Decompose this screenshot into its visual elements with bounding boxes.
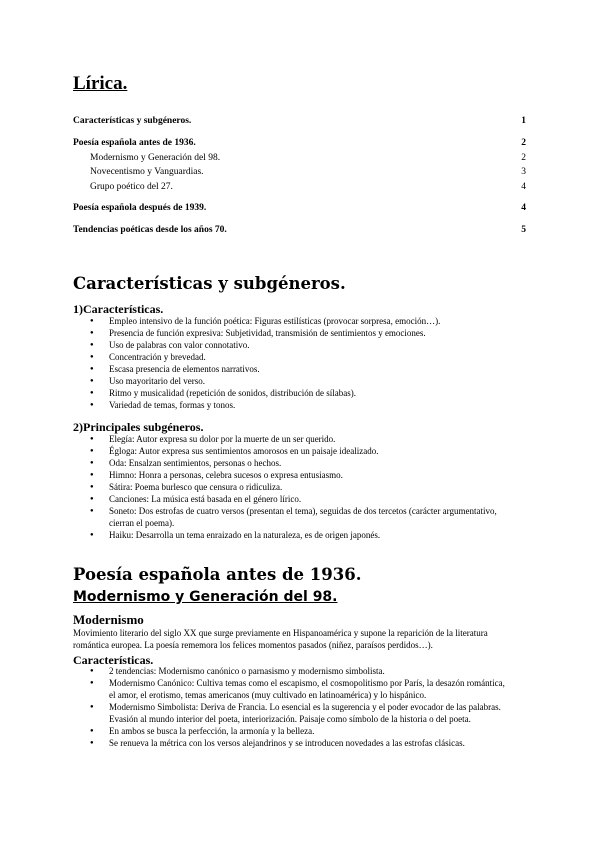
- list-item: ● En ambos se busca la perfección, la armonía y la belleza.: [73, 725, 513, 737]
- toc-entry-label: Modernismo y Generación del 98.: [90, 153, 221, 163]
- toc-entry-label: Características y subgéneros.: [73, 116, 192, 126]
- toc-entry-page: 4: [521, 182, 526, 192]
- subsection-heading: 2)Principales subgéneros.: [73, 420, 204, 434]
- list-item: ● Oda: Ensalzan sentimientos, personas o hechos.: [73, 457, 513, 469]
- subgenres-list: [73, 433, 513, 541]
- toc-entry-page: 5: [521, 225, 526, 235]
- subsection-heading: Modernismo y Generación del 98.: [73, 589, 338, 605]
- list-item: ● Sátira: Poema burlesco que censura o ridiculiza.: [73, 481, 513, 493]
- list-item: ● 2 tendencias: Modernismo canónico o parnasismo y modernismo simbolista.: [73, 665, 513, 677]
- list-item: ● Canciones: La música está basada en el género lírico.: [73, 493, 513, 505]
- list-item: ● Presencia de función expresiva: Subjetividad, transmisión de sentimientos y emociones.: [73, 327, 513, 339]
- list-item: ● Ritmo y musicalidad (repetición de sonidos, distribución de sílabas).: [73, 387, 513, 399]
- section-heading: Características y subgéneros.: [73, 274, 346, 293]
- toc-entry-page: 1: [521, 116, 526, 126]
- list-item: ● Empleo intensivo de la función poética: Figuras estilísticas (provocar sorpresa, emoción…).: [73, 315, 513, 327]
- list-item: ● Se renueva la métrica con los versos alejandrinos y se introducen novedades a las estrofas clásicas.: [73, 737, 513, 749]
- toc-entry-label: Poesía española antes de 1936.: [73, 138, 196, 148]
- toc-entry[interactable]: [73, 202, 526, 214]
- topic-heading: Características.: [73, 653, 154, 667]
- toc-entry[interactable]: [90, 152, 526, 164]
- list-item: ● Concentración y brevedad.: [73, 351, 513, 363]
- toc-entry-label: Tendencias poéticas desde los años 70.: [73, 225, 227, 235]
- list-item: ● Modernismo Simbolista: Deriva de Francia. Lo esencial es la sugerencia y el poder evocador de las palabras. Evasión al mundo interior del poeta, interiorización. Paisaje como símbolo de la historia o del poeta.: [73, 701, 513, 725]
- list-item: ● Escasa presencia de elementos narrativos.: [73, 363, 513, 375]
- toc-entry-page: 3: [521, 167, 526, 177]
- toc-entry[interactable]: [73, 137, 526, 149]
- list-item: ● Égloga: Autor expresa sus sentimientos amorosos en un paisaje idealizado.: [73, 445, 513, 457]
- list-item: ● Uso de palabras con valor connotativo.: [73, 339, 513, 351]
- list-item: ● Modernismo Canónico: Cultiva temas como el escapismo, el cosmopolitismo por París, la desazón romántica, el amor, el erotismo, temas americanos (muy cultivado en latinoamérica) y lo hispánico.: [73, 677, 513, 701]
- document-title: Lírica.: [73, 73, 128, 94]
- toc-entry[interactable]: [73, 115, 526, 127]
- subsection-heading: 1)Características.: [73, 302, 164, 316]
- toc-entry-label: Poesía española después de 1939.: [73, 203, 207, 213]
- toc-entry[interactable]: [73, 224, 526, 236]
- toc-entry-page: 2: [521, 138, 526, 148]
- section-heading: Poesía española antes de 1936.: [73, 565, 362, 584]
- list-item: ● Himno: Honra a personas, celebra sucesos o expresa entusiasmo.: [73, 469, 513, 481]
- list-item: ● Haiku: Desarrolla un tema enraizado en la naturaleza, es de origen japonés.: [73, 529, 513, 541]
- modernismo-list: [73, 665, 513, 749]
- characteristics-list: [73, 315, 513, 411]
- toc-entry-label: Novecentismo y Vanguardias.: [90, 167, 204, 177]
- paragraph: Movimiento literario del siglo XX que surge previamente en Hispanoamérica y supone la reparición de la literatura romántica europea. La poesía rememora los felices momentos pasados (niñez, paraísos perdidos…).: [73, 628, 488, 650]
- list-item: ● Variedad de temas, formas y tonos.: [73, 399, 513, 411]
- toc-entry-label: Grupo poético del 27.: [90, 182, 173, 192]
- list-item: ● Uso mayoritario del verso.: [73, 375, 513, 387]
- toc-entry[interactable]: [90, 181, 526, 193]
- topic-heading: Modernismo: [73, 612, 144, 627]
- toc-entry-page: 4: [521, 203, 526, 213]
- list-item: ● Soneto: Dos estrofas de cuatro versos (presentan el tema), seguidas de dos tercetos (carácter argumentativo, cierran el poema).: [73, 505, 513, 529]
- toc-entry[interactable]: [90, 166, 526, 178]
- toc-entry-page: 2: [521, 153, 526, 163]
- list-item: ● Elegía: Autor expresa su dolor por la muerte de un ser querido.: [73, 433, 513, 445]
